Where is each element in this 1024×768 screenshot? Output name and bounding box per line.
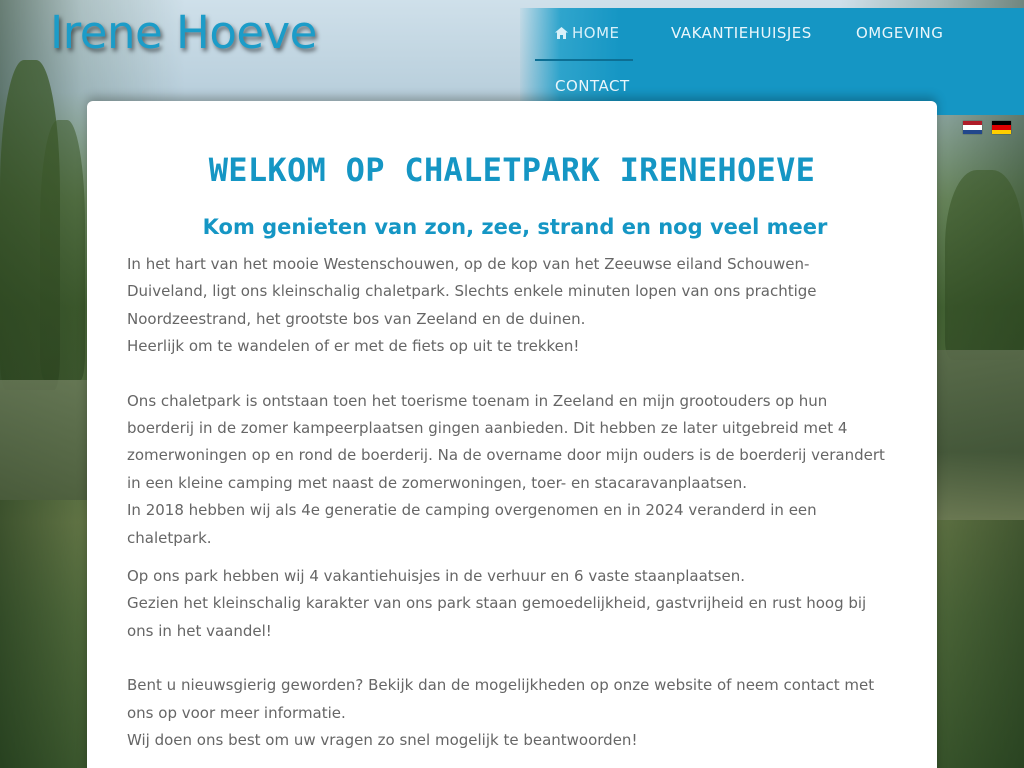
paragraph-location	[127, 251, 902, 361]
paragraph-park	[127, 563, 902, 645]
text-line: Duiveland, ligt ons kleinschalig chaletpark. Slechts enkele minuten lopen van ons prachtige	[127, 282, 817, 301]
nav-item-omgeving[interactable]	[856, 24, 943, 42]
text-line: boerderij in de zomer kampeerplaatsen gingen aanbieden. Dit hebben ze later uitgebreid met 4	[127, 419, 848, 438]
nav-item-label: HOME	[572, 24, 620, 42]
home-icon	[555, 27, 568, 39]
text-line: chaletpark.	[127, 528, 212, 547]
nav-item-home[interactable]	[555, 24, 620, 42]
paragraph-contact	[127, 672, 902, 754]
text-line: Wij doen ons best om uw vragen zo snel mogelijk te beantwoorden!	[127, 731, 638, 750]
text-line: Bent u nieuwsgierig geworden? Bekijk dan de mogelijkheden op onze website of neem contact met	[127, 676, 875, 695]
text-line: Heerlijk om te wandelen of er met de fiets op uit te trekken!	[127, 337, 580, 356]
text-line: ons op voor meer informatie.	[127, 703, 346, 722]
text-line: ons in het vaandel!	[127, 621, 272, 640]
nav-item-label: OMGEVING	[856, 24, 944, 42]
page-title: WELKOM OP CHALETPARK IRENEHOEVE	[208, 151, 816, 189]
language-switcher	[963, 121, 1011, 134]
nav-item-contact[interactable]	[555, 77, 630, 95]
nav-item-label: CONTACT	[555, 77, 630, 95]
nav-item-label: VAKANTIEHUISJES	[671, 24, 812, 42]
paragraph-history	[127, 388, 902, 552]
content-panel	[87, 101, 937, 768]
text-line: Noordzeestrand, het grootste bos van Zeeland en de duinen.	[127, 309, 586, 328]
intro-text	[127, 251, 902, 755]
text-line: Ons chaletpark is ontstaan toen het toerisme toenam in Zeeland en mijn grootouders op hun	[127, 391, 828, 410]
text-line: In 2018 hebben wij als 4e generatie de camping overgenomen en in 2024 veranderd in een	[127, 501, 817, 520]
nav-item-vakantiehuisjes[interactable]	[671, 24, 812, 42]
site-logo[interactable]: Irene Hoeve	[50, 6, 317, 59]
dutch-flag-icon[interactable]	[963, 121, 982, 134]
text-line: Gezien het kleinschalig karakter van ons park staan gemoedelijkheid, gastvrijheid en rust hoog bij	[127, 594, 867, 613]
main-navigation	[520, 8, 1024, 115]
page-subtitle: Kom genieten van zon, zee, strand en nog veel meer	[202, 215, 828, 239]
text-line: Op ons park hebben wij 4 vakantiehuisjes in de verhuur en 6 vaste staanplaatsen.	[127, 567, 745, 586]
text-line: zomerwoningen op en rond de boerderij. Na de overname door mijn ouders is de boerderij verandert	[127, 446, 885, 465]
text-line: In het hart van het mooie Westenschouwen, op de kop van het Zeeuwse eiland Schouwen-	[127, 255, 810, 273]
text-line: in een kleine camping met naast de zomerwoningen, toer- en stacaravanplaatsen.	[127, 473, 748, 492]
german-flag-icon[interactable]	[992, 121, 1011, 134]
nav-active-indicator	[535, 59, 633, 61]
